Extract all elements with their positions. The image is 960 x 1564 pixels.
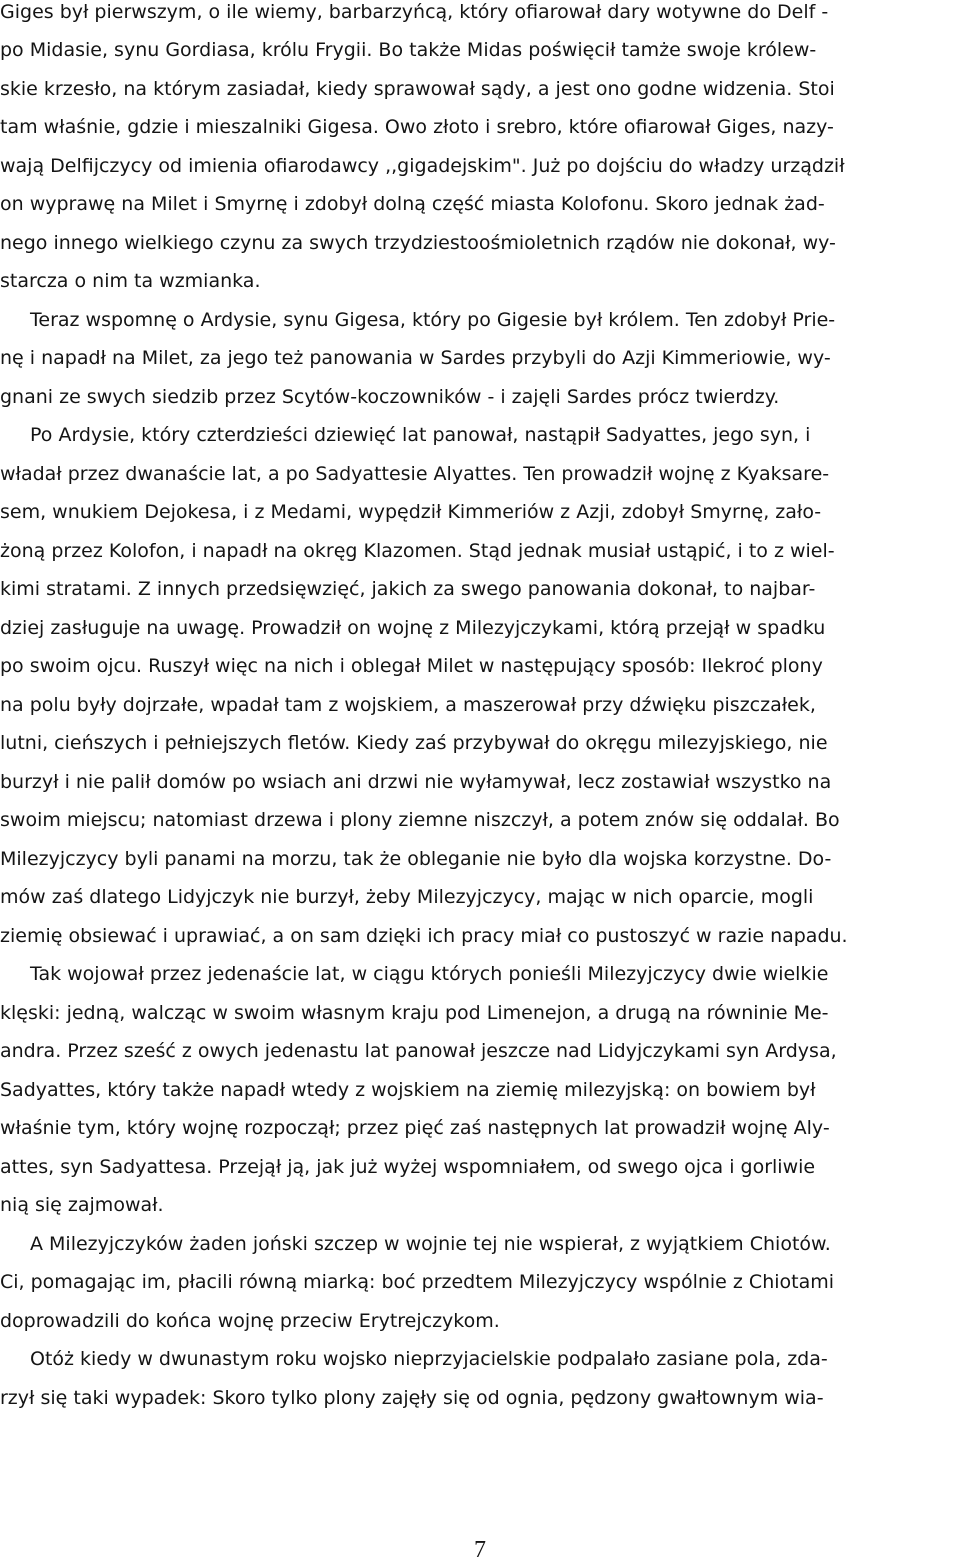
text-line: Teraz wspomnę o Ardysie, synu Gigesa, który po Gigesie był królem. Ten zdobył Prie-: [30, 309, 836, 331]
text-line: on wyprawę na Milet i Smyrnę i zdobył dolną część miasta Kolofonu. Skoro jednak żad-: [0, 193, 825, 215]
text-line: Ci, pomagając im, płacili równą miarką: boć przedtem Milezyjczycy wspólnie z Chiotami: [0, 1271, 835, 1293]
text-line: Giges był pierwszym, o ile wiemy, barbarzyńcą, który ofiarował dary wotywne do Delf -: [0, 1, 829, 23]
text-line: właśnie tym, który wojnę rozpoczął; przez pięć zaś następnych lat prowadził wojnę Aly-: [0, 1117, 830, 1139]
text-line: żoną przez Kolofon, i napadł na okręg Klazomen. Stąd jednak musiał ustąpić, i to z wiel-: [0, 540, 835, 562]
text-line: dziej zasługuje na uwagę. Prowadził on wojnę z Milezyjczykami, którą przejął w spadku: [0, 617, 826, 639]
text-line: klęski: jedną, walcząc w swoim własnym kraju pod Limenejon, a drugą na równinie Me-: [0, 1002, 829, 1024]
text-line: lutni, cieńszych i pełniejszych fletów. Kiedy zaś przybywał do okręgu milezyjskiego, nie: [0, 732, 828, 754]
text-line: nego innego wielkiego czynu za swych trzydziestoośmioletnich rządów nie dokonał, wy-: [0, 232, 836, 254]
text-line: burzył i nie palił domów po wsiach ani drzwi nie wyłamywał, lecz zostawiał wszystko na: [0, 771, 832, 793]
text-line: starcza o nim ta wzmianka.: [0, 270, 261, 292]
text-line: Otóż kiedy w dwunastym roku wojsko nieprzyjacielskie podpalało zasiane pola, zda-: [30, 1348, 828, 1370]
text-line: doprowadzili do końca wojnę przeciw Erytrejczykom.: [0, 1310, 500, 1332]
text-line: Tak wojował przez jedenaście lat, w ciągu których ponieśli Milezyjczycy dwie wielkie: [30, 963, 829, 985]
text-line: tam właśnie, gdzie i mieszalniki Gigesa. Owo złoto i srebro, które ofiarował Giges, nazy-: [0, 116, 834, 138]
text-line: andra. Przez sześć z owych jedenastu lat panował jeszcze nad Lidyjczykami syn Ardysa,: [0, 1040, 837, 1062]
text-line: ziemię obsiewać i uprawiać, a on sam dzięki ich pracy miał co pustoszyć w razie napadu.: [0, 925, 848, 947]
text-line: Po Ardysie, który czterdzieści dziewięć lat panował, nastąpił Sadyattes, jego syn, i: [30, 424, 811, 446]
text-line: po Midasie, synu Gordiasa, królu Frygii. Bo także Midas poświęcił tamże swoje królew-: [0, 39, 817, 61]
text-line: attes, syn Sadyattesa. Przejął ją, jak już wyżej wspomniałem, od swego ojca i gorliwie: [0, 1156, 816, 1178]
text-line: po swoim ojcu. Ruszył więc na nich i oblegał Milet w następujący sposób: Ilekroć plony: [0, 655, 823, 677]
text-line: nią się zajmował.: [0, 1194, 164, 1216]
text-line: swoim miejscu; natomiast drzewa i plony ziemne niszczył, a potem znów się oddalał. Bo: [0, 809, 840, 831]
text-line: rzył się taki wypadek: Skoro tylko plony zajęły się od ognia, pędzony gwałtownym wia-: [0, 1387, 824, 1409]
text-line: kimi stratami. Z innych przedsięwzięć, jakich za swego panowania dokonał, to najbar-: [0, 578, 816, 600]
text-line: skie krzesło, na którym zasiadał, kiedy sprawował sądy, a jest ono godne widzenia. Stoi: [0, 78, 835, 100]
text-line: Sadyattes, który także napadł wtedy z wojskiem na ziemię milezyjską: on bowiem był: [0, 1079, 816, 1101]
text-line: władał przez dwanaście lat, a po Sadyattesie Alyattes. Ten prowadził wojnę z Kyaksare-: [0, 463, 830, 485]
text-line: A Milezyjczyków żaden joński szczep w wojnie tej nie wspierał, z wyjątkiem Chiotów.: [30, 1233, 831, 1255]
text-line: nę i napadł na Milet, za jego też panowania w Sardes przybyli do Azji Kimmeriowie, wy-: [0, 347, 831, 369]
text-line: sem, wnukiem Dejokesa, i z Medami, wypędził Kimmeriów z Azji, zdobył Smyrnę, zało-: [0, 501, 822, 523]
text-line: wają Delfijczycy od imienia ofiarodawcy ,,gigadejskim". Już po dojściu do władzy urządził: [0, 155, 845, 177]
page-number: 7: [474, 1537, 486, 1563]
text-line: Milezyjczycy byli panami na morzu, tak że obleganie nie było dla wojska korzystne. Do-: [0, 848, 832, 870]
text-line: mów zaś dlatego Lidyjczyk nie burzył, żeby Milezyjczycy, mając w nich oparcie, mogli: [0, 886, 814, 908]
text-line: gnani ze swych siedzib przez Scytów-koczowników - i zajęli Sardes prócz twierdzy.: [0, 386, 780, 408]
text-line: na polu były dojrzałe, wpadał tam z wojskiem, a maszerował przy dźwięku piszczałek,: [0, 694, 816, 716]
